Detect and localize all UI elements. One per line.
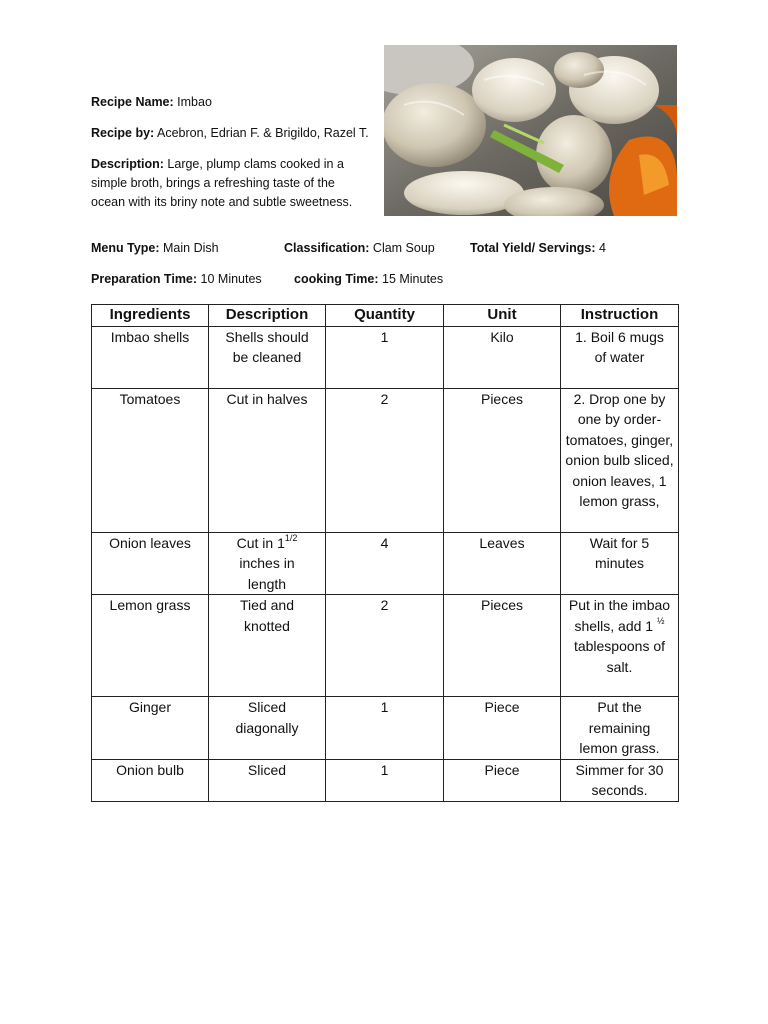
fraction-superscript: 1/2 — [284, 532, 298, 543]
classification-line — [284, 241, 435, 255]
table-row — [92, 388, 679, 532]
quantity-cell: 2 — [326, 388, 444, 532]
quantity-cell: 1 — [326, 326, 444, 388]
quantity-cell: 1 — [326, 759, 444, 801]
header-description: Description — [209, 305, 326, 327]
unit-cell: Leaves — [444, 532, 561, 595]
instruction-cell: 1. Boil 6 mugs of water — [561, 326, 679, 388]
instruction-part: Put in the imbao shells, add 1 — [568, 597, 671, 634]
description-part: Cut in 1 — [236, 534, 285, 551]
fraction-superscript: ½ — [656, 615, 665, 626]
cook-time-value: 15 Minutes — [378, 272, 444, 286]
table-row — [92, 759, 679, 801]
ingredient-cell: Tomatoes — [92, 388, 209, 532]
prep-time-line — [91, 272, 262, 286]
menu-type-line — [91, 241, 219, 255]
instruction-cell: Simmer for 30 seconds. — [561, 759, 679, 801]
header-unit: Unit — [444, 305, 561, 327]
classification-value: Clam Soup — [369, 241, 435, 255]
table-row — [92, 595, 679, 697]
instruction-cell: Wait for 5 minutes — [561, 532, 679, 595]
description-cell: Cut in halves — [209, 388, 326, 532]
unit-cell: Pieces — [444, 595, 561, 697]
unit-cell: Pieces — [444, 388, 561, 532]
description-cell: Sliced — [209, 759, 326, 801]
description-cell: Tied and knotted — [209, 595, 326, 697]
description-cell: Shells should be cleaned — [209, 326, 326, 388]
instruction-cell: 2. Drop one by one by order- tomatoes, ginger, onion bulb sliced, onion leaves, 1 lemon grass, — [561, 388, 679, 532]
recipe-by-line — [91, 124, 369, 143]
prep-time-value: 10 Minutes — [197, 272, 262, 286]
yield-label: Total Yield/ Servings: — [470, 241, 596, 255]
description-cell: Sliced diagonally — [209, 697, 326, 760]
unit-cell: Piece — [444, 697, 561, 760]
menu-type-label: Menu Type: — [91, 241, 160, 255]
classification-label: Classification: — [284, 241, 370, 255]
yield-value: 4 — [595, 241, 606, 255]
clam-soup-photo — [384, 45, 677, 216]
header-ingredients: Ingredients — [92, 305, 209, 327]
unit-cell: Piece — [444, 759, 561, 801]
description-label: Description: — [91, 157, 164, 171]
recipe-name-value: Imbao — [173, 95, 212, 109]
cook-time-line — [294, 272, 443, 286]
ingredient-cell: Imbao shells — [92, 326, 209, 388]
recipe-name-label: Recipe Name: — [91, 95, 174, 109]
quantity-cell: 2 — [326, 595, 444, 697]
instruction-cell: Put the remaining lemon grass. — [561, 697, 679, 760]
description-value: Large, plump clams cooked in a simple broth, brings a refreshing taste of the ocean with its briny note and subtle sweetness. — [91, 157, 353, 209]
ingredients-table — [91, 304, 679, 802]
yield-line — [470, 241, 606, 255]
ingredient-cell: Lemon grass — [92, 595, 209, 697]
ingredient-cell: Onion bulb — [92, 759, 209, 801]
menu-type-value: Main Dish — [159, 241, 219, 255]
prep-time-label: Preparation Time: — [91, 272, 198, 286]
recipe-by-label: Recipe by: — [91, 126, 155, 140]
quantity-cell: 4 — [326, 532, 444, 595]
quantity-cell: 1 — [326, 697, 444, 760]
instruction-cell — [561, 595, 679, 697]
description-line — [91, 155, 371, 212]
description-cell — [209, 532, 326, 595]
table-row — [92, 326, 679, 388]
table-header-row — [92, 305, 679, 327]
description-part: inches in length — [239, 555, 295, 592]
table-row — [92, 697, 679, 760]
table-row — [92, 532, 679, 595]
recipe-by-value: Acebron, Edrian F. & Brigildo, Razel T. — [154, 126, 369, 140]
cook-time-label: cooking Time: — [294, 272, 379, 286]
header-instruction: Instruction — [561, 305, 679, 327]
instruction-part: tablespoons of salt. — [573, 638, 666, 675]
header-quantity: Quantity — [326, 305, 444, 327]
unit-cell: Kilo — [444, 326, 561, 388]
recipe-name-line — [91, 93, 212, 112]
ingredient-cell: Onion leaves — [92, 532, 209, 595]
ingredient-cell: Ginger — [92, 697, 209, 760]
